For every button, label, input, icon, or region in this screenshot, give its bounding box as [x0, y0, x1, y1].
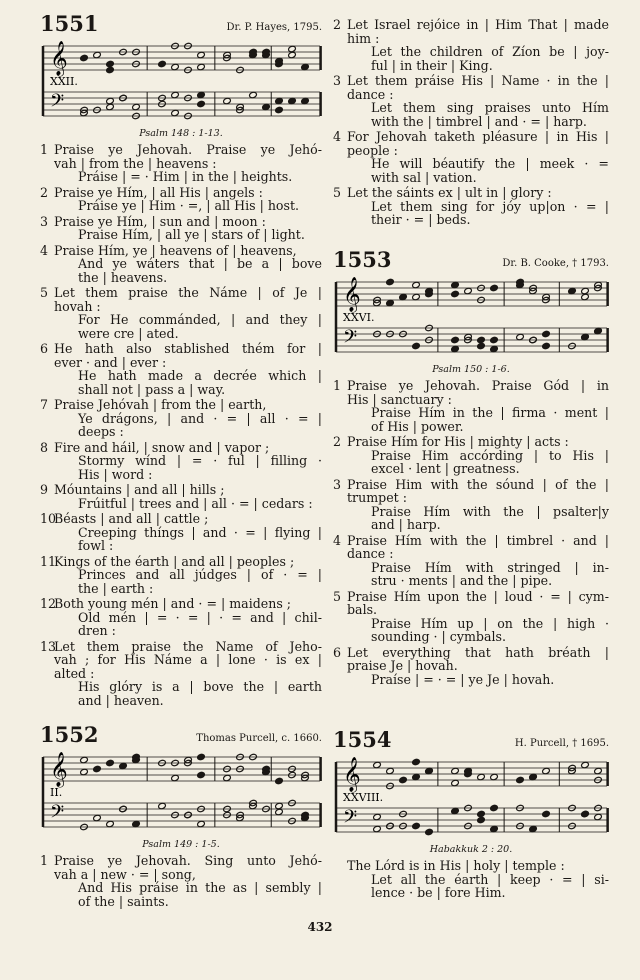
verse-indented-line: Let all the éarth | keep · = | si- — [371, 871, 609, 887]
note — [451, 807, 460, 814]
note — [412, 773, 421, 780]
note — [223, 774, 232, 781]
verse-indented-line: Praíse | = · = | ye Je | hovah. — [371, 671, 555, 687]
verse-indented-line: excel · lent | greatness. — [371, 461, 520, 476]
note — [529, 773, 538, 780]
hymn-header — [333, 248, 609, 272]
verse — [333, 646, 609, 687]
verse-line: Kings of the éarth | and all | peoples ; — [54, 553, 295, 569]
verse-number: 3 — [333, 476, 342, 492]
note — [288, 45, 297, 52]
verse-line: For Jehovah taketh pléasure | in His | — [347, 129, 609, 144]
note — [171, 109, 180, 116]
verse-line: dance : — [347, 86, 394, 102]
note — [542, 330, 551, 337]
hymn-1551-continued — [333, 18, 609, 229]
note — [516, 776, 525, 783]
verse-number: 5 — [333, 588, 342, 604]
verse-line: praise Je | hovah. — [347, 658, 458, 673]
verse-indented-line: lence · be | fore Him. — [371, 885, 506, 900]
verse-line: Let the sáints ex | ult in | glory : — [347, 185, 552, 200]
verse-number: 10 — [40, 511, 57, 526]
verse-line: Let everything that hath bréath | — [347, 644, 609, 660]
note — [301, 97, 310, 104]
note — [477, 816, 486, 823]
note — [529, 825, 538, 832]
verse — [40, 512, 322, 553]
note — [197, 820, 206, 827]
verse-number: 1 — [40, 853, 49, 868]
note — [171, 774, 180, 781]
note — [275, 808, 284, 815]
note — [451, 290, 460, 297]
verse — [333, 379, 609, 433]
tune-numeral: XXVI. — [343, 311, 375, 324]
bass-clef: 𝄢 — [50, 802, 65, 827]
verse-line: bals. — [347, 602, 378, 617]
verse-line: alted : — [54, 665, 95, 681]
note — [106, 60, 115, 67]
verse-indented-line: His | word : — [78, 466, 153, 482]
note — [451, 336, 460, 343]
note — [197, 753, 206, 760]
note — [197, 100, 206, 107]
note — [288, 51, 297, 58]
verse-line: Móuntains | and all | hills ; — [54, 482, 225, 497]
verse-indented-line: Práise | = · Him | in the | heights. — [78, 169, 293, 184]
verse-line: Praise Hím with the | timbrel · and | — [347, 532, 609, 548]
note — [106, 103, 115, 110]
verse-indented-line: Let them sing for jóy up|on · = | — [371, 198, 609, 214]
tune-numeral: XXVIII. — [343, 791, 384, 804]
note — [197, 91, 206, 98]
verse-indented-line: the | earth : — [78, 580, 154, 596]
verse-indented-line: And His práise in the as | sembly | — [78, 880, 322, 895]
note — [542, 767, 551, 774]
verse-line: trumpet : — [347, 490, 407, 505]
music-score — [40, 38, 322, 126]
verse-number: 5 — [333, 185, 342, 200]
note — [288, 97, 297, 104]
composer: H. Purcell, † 1695. — [514, 738, 609, 749]
scripture-reference: Psalm 150 : 1-6. — [432, 364, 510, 375]
verse-indented-line: Creeping thíngs | and · = | flying | — [78, 524, 322, 540]
verse-indented-line: and | heaven. — [78, 692, 164, 708]
note — [249, 91, 258, 98]
verse-indented-line: Princes and all júdges | of · = | — [78, 567, 322, 582]
verse-line: ever · and | ever : — [54, 354, 167, 370]
verse-indented-line: For He commánded, | and they | — [78, 312, 322, 327]
note — [477, 773, 486, 780]
verse — [333, 18, 609, 72]
verse-indented-line: Let the children of Zíon be | joy- — [371, 44, 609, 59]
verse-line: The Lórd is in His | holy | temple : — [347, 858, 565, 873]
note — [490, 284, 499, 291]
hymn-header — [333, 728, 609, 752]
verse-number: 6 — [40, 341, 49, 356]
note — [412, 342, 421, 349]
verse-line: Praise ye Jehovah. Praise Gód | in — [347, 378, 609, 393]
note — [412, 758, 421, 765]
verse-indented-line: of the | saints. — [78, 893, 169, 909]
verse-line: Béasts | and all | cattle ; — [54, 511, 209, 526]
verse-number: 3 — [333, 73, 342, 88]
verse — [40, 215, 322, 242]
verse-indented-line: the | heavens. — [78, 269, 168, 285]
note — [581, 333, 590, 340]
composer: Dr. P. Hayes, 1795. — [226, 22, 322, 33]
note — [197, 771, 206, 778]
note — [132, 820, 141, 827]
verse-indented-line: sounding · | cymbals. — [371, 629, 506, 644]
verse-indented-line: shall not | pass a | way. — [78, 381, 226, 397]
verse-indented-line: dren : — [78, 623, 116, 638]
verse-line: Praise ye Hím, | sun and | moon : — [54, 213, 266, 229]
verse-line: vah a | new · = | song, — [54, 866, 196, 882]
verse — [333, 590, 609, 644]
note — [93, 814, 102, 821]
note — [373, 813, 382, 820]
note — [594, 767, 603, 774]
note — [80, 54, 89, 61]
scripture-reference: Psalm 149 : 1-5. — [142, 839, 220, 850]
verse-indented-line: Ye drágons, | and · = | all · = | — [78, 410, 322, 426]
verse-number: 5 — [40, 285, 49, 300]
verse-number: 8 — [40, 439, 49, 455]
verse-indented-line: with the | timbrel | and · = | harp. — [371, 113, 587, 129]
note — [373, 761, 382, 768]
verse-line: people : — [347, 142, 398, 158]
scripture-reference: Habakkuk 2 : 20. — [429, 844, 513, 855]
bass-clef: 𝄢 — [343, 327, 358, 352]
treble-clef: 𝄞 — [50, 41, 68, 76]
note — [80, 768, 89, 775]
hymn-header — [40, 12, 322, 36]
note — [594, 327, 603, 334]
note — [490, 804, 499, 811]
note — [581, 810, 590, 817]
verse-indented-line: Praise Hím with stringed | in- — [371, 559, 609, 575]
verse-line: Both young mén | and · = | maidens ; — [54, 596, 292, 611]
note — [275, 777, 284, 784]
composer: Dr. B. Cooke, † 1793. — [502, 258, 609, 269]
verse — [333, 435, 609, 476]
verse — [333, 859, 609, 900]
verse-indented-line: Old mén | = · = | · = and | chil- — [78, 609, 322, 625]
verse — [40, 398, 322, 439]
verse-indented-line: stru · ments | and the | pipe. — [371, 573, 553, 588]
note — [425, 828, 434, 835]
note — [477, 336, 486, 343]
note — [158, 60, 167, 67]
hymn-1552 — [40, 723, 322, 910]
note — [93, 51, 102, 58]
note — [490, 345, 499, 352]
hymn-number: 1553 — [333, 247, 392, 272]
verse-line: He hath also stablished thém for | — [54, 341, 322, 356]
verse-line: him : — [347, 30, 380, 46]
verse-indented-line: He will béautify the | meek · = — [371, 156, 609, 171]
verse-line: Praise Jehóvah | from the | earth, — [54, 397, 267, 412]
verse — [333, 478, 609, 532]
note — [171, 91, 180, 98]
verse-indented-line: and | harp. — [371, 517, 441, 532]
note — [386, 278, 395, 285]
verse-number: 4 — [40, 242, 49, 258]
verse-number: 3 — [40, 213, 49, 229]
note — [275, 97, 284, 104]
verse-indented-line: Praise Hím with the | psalter|y — [371, 503, 609, 519]
composer: Thomas Purcell, c. 1660. — [196, 733, 322, 744]
verse-number: 2 — [40, 184, 49, 200]
page-number: 432 — [307, 920, 333, 934]
note — [119, 762, 128, 769]
verse-list — [333, 859, 609, 900]
verse-number: 2 — [333, 434, 342, 449]
note — [594, 813, 603, 820]
verse-list — [333, 379, 609, 686]
verse-number: 6 — [333, 644, 342, 660]
verse — [40, 186, 322, 213]
verse-line: Let them praise the Náme | of Je | — [54, 285, 322, 300]
verse-indented-line: with sal | vation. — [371, 169, 477, 185]
note — [581, 287, 590, 294]
note — [399, 293, 408, 300]
note — [386, 767, 395, 774]
verse — [40, 597, 322, 638]
note — [490, 825, 499, 832]
note — [197, 63, 206, 70]
note — [451, 281, 460, 288]
verse-indented-line: Praise Hím in the | firma · ment | — [371, 405, 609, 420]
note — [171, 63, 180, 70]
verse-number: 2 — [333, 17, 342, 32]
verse-line: Fire and háil, | snow and | vapor ; — [54, 439, 270, 455]
verse — [333, 534, 609, 588]
verse-indented-line: He hath made a decrée which | — [78, 368, 322, 383]
verse-indented-line: And ye wáters that | be a | bove — [78, 256, 322, 271]
verse-indented-line: Praise Him accórding | to His | — [371, 447, 609, 463]
verse-line: Let them praise the Name of Jeho- — [54, 638, 322, 654]
verse-indented-line: were cre | ated. — [78, 325, 179, 341]
scripture-reference: Psalm 148 : 1-13. — [139, 128, 223, 139]
verse-line: Praise ye Jehovah. Sing unto Jehó- — [54, 853, 322, 868]
verse-number: 4 — [333, 532, 342, 548]
verse-indented-line: their · = | beds. — [371, 212, 471, 227]
hymn-number: 1551 — [40, 11, 99, 36]
verse — [40, 286, 322, 340]
verse-indented-line: His glóry is a | bove the | earth — [78, 679, 322, 694]
verse-line: Praise ye Hím, | all His | angels : — [54, 184, 263, 200]
verse — [333, 130, 609, 184]
verse — [40, 483, 322, 510]
note — [581, 761, 590, 768]
verse-indented-line: Frúitful | trees and | all · = | cedars : — [78, 495, 313, 511]
verse-indented-line: fowl : — [78, 538, 114, 553]
note — [451, 345, 460, 352]
verse — [40, 441, 322, 482]
verse-indented-line: Stormy wínd | = · ful | filling · — [78, 453, 322, 468]
verse-line: Praise Hím upon the | loud · = | cym- — [347, 588, 609, 604]
note — [542, 342, 551, 349]
verse — [40, 555, 322, 596]
note — [132, 103, 141, 110]
music-score — [333, 754, 609, 842]
verse — [40, 854, 322, 908]
note — [399, 776, 408, 783]
note — [386, 299, 395, 306]
note — [412, 293, 421, 300]
verse-indented-line: Praise Hím, | all ye | stars of | light. — [78, 227, 305, 242]
verse-number: 1 — [40, 142, 49, 157]
note — [490, 773, 499, 780]
verse-indented-line: Práise ye | Him · =, | all His | host. — [78, 198, 300, 213]
verse-list — [40, 143, 322, 707]
verse-indented-line: ful | in their | King. — [371, 57, 493, 73]
verse-line: Praise Him with the sóund | of the | — [347, 476, 609, 492]
verse — [40, 640, 322, 708]
note — [275, 802, 284, 809]
note — [425, 767, 434, 774]
verse-number: 9 — [40, 482, 49, 497]
bass-clef: 𝄢 — [343, 807, 358, 832]
verse-number: 12 — [40, 596, 57, 611]
note — [197, 51, 206, 58]
verse-line: Praise ye Jehovah. Praise ye Jehó- — [54, 142, 322, 157]
verse-number: 11 — [40, 553, 57, 569]
hymn-1551 — [40, 12, 322, 709]
verse — [333, 186, 609, 227]
verse — [40, 143, 322, 184]
verse-indented-line: Praise Hím up | on the | high · — [371, 615, 609, 631]
tune-numeral: II. — [50, 786, 63, 799]
note — [106, 759, 115, 766]
hymn-header — [40, 723, 322, 747]
verse-list — [333, 18, 609, 227]
note — [373, 825, 382, 832]
verse-line: Praise Hím for His | mighty | acts : — [347, 434, 569, 449]
note — [464, 287, 473, 294]
verse-indented-line: of His | power. — [371, 418, 464, 434]
note — [106, 66, 115, 73]
note — [106, 820, 115, 827]
verse-list — [40, 854, 322, 908]
bass-clef: 𝄢 — [50, 91, 65, 116]
hymn-1553 — [333, 248, 609, 688]
verse-line: Let them práise His | Name · in the | — [347, 73, 609, 88]
note — [158, 802, 167, 809]
note — [262, 103, 271, 110]
note — [301, 63, 310, 70]
verse-line: vah | from the | heavens : — [54, 155, 217, 171]
note — [516, 333, 525, 340]
verse-line: Praise Hím, ye | heavens of | heavens, — [54, 242, 297, 258]
note — [581, 293, 590, 300]
hymn-number: 1554 — [333, 727, 392, 752]
note — [106, 97, 115, 104]
verse-line: vah ; for His Náme a | lone · is ex | — [54, 652, 322, 667]
note — [477, 342, 486, 349]
verse-line: His | sanctuary : — [347, 391, 452, 407]
note — [490, 336, 499, 343]
verse — [333, 74, 609, 128]
treble-clef: 𝄞 — [343, 757, 361, 792]
verse-number: 7 — [40, 397, 49, 412]
note — [275, 106, 284, 113]
hymn-number: 1552 — [40, 722, 99, 747]
note — [542, 810, 551, 817]
verse-line: Let Israel rejóice in | Him That | made — [347, 17, 609, 32]
note — [93, 765, 102, 772]
verse-line: dance : — [347, 546, 394, 561]
note — [477, 810, 486, 817]
note — [451, 779, 460, 786]
note — [412, 822, 421, 829]
music-score — [40, 749, 322, 837]
note — [80, 756, 89, 763]
note — [568, 287, 577, 294]
verse-indented-line: deeps : — [78, 424, 124, 439]
verse-number: 13 — [40, 638, 57, 654]
note — [223, 97, 232, 104]
tune-numeral: XXII. — [50, 75, 78, 88]
verse-number: 4 — [333, 129, 342, 144]
note — [451, 767, 460, 774]
verse — [40, 342, 322, 396]
verse-number: 1 — [333, 378, 342, 393]
treble-clef: 𝄞 — [343, 277, 361, 312]
verse — [40, 244, 322, 285]
treble-clef: 𝄞 — [50, 752, 68, 787]
note — [412, 281, 421, 288]
verse-line: hovah : — [54, 298, 101, 314]
hymn-1554 — [333, 728, 609, 902]
verse-indented-line: Let them sing praises unto Hím — [371, 100, 609, 115]
music-score — [333, 274, 609, 362]
